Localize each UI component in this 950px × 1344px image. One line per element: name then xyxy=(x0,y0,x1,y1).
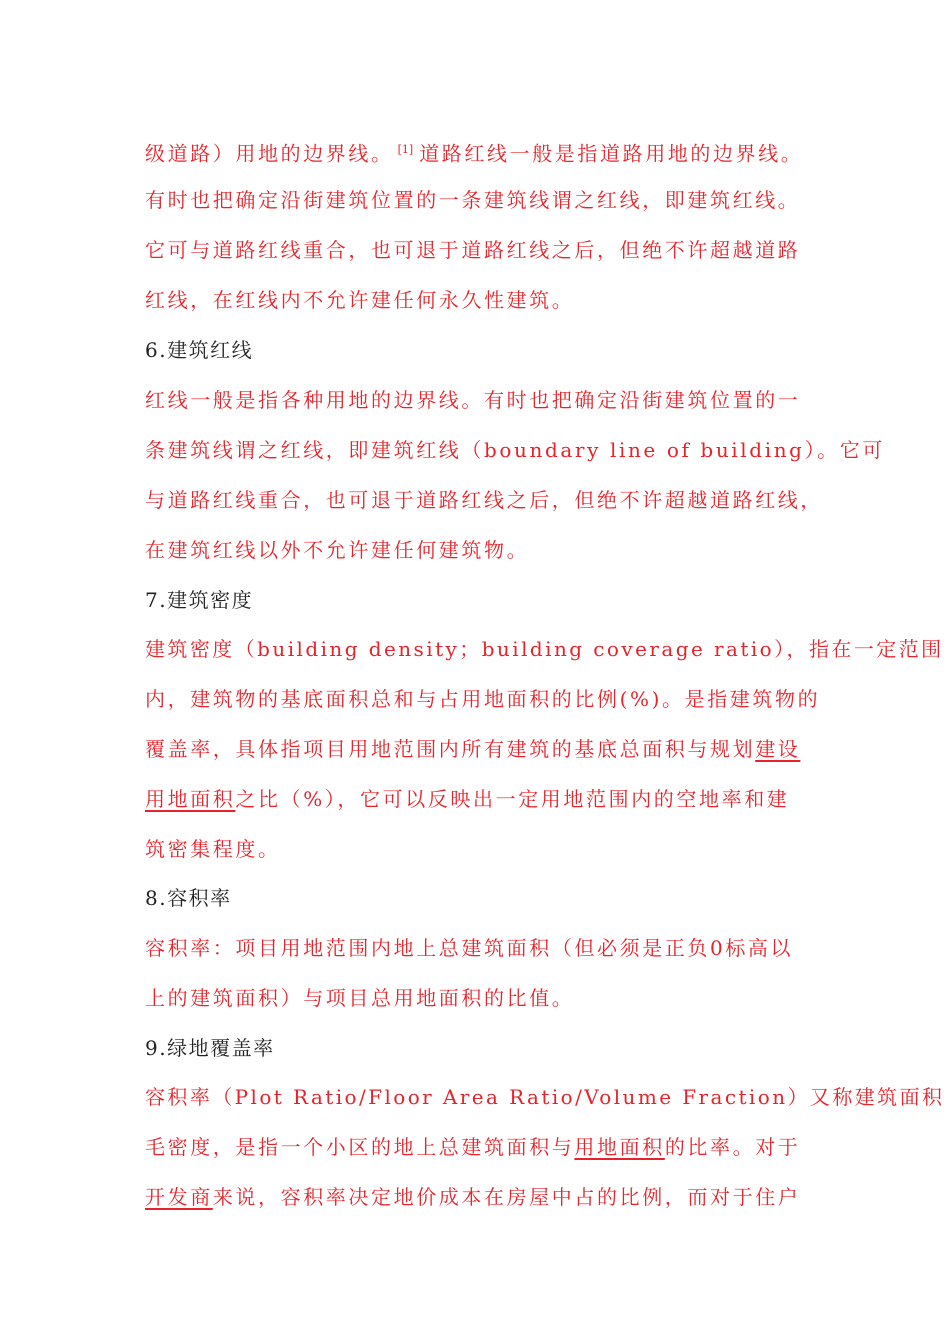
paragraph-line: 与道路红线重合，也可退于道路红线之后，但绝不许超越道路红线， xyxy=(145,488,823,512)
paragraph-line: 容积率（Plot Ratio/Floor Area Ratio/Volume Fraction）又称建筑面积 xyxy=(145,1085,945,1109)
text-run: 来说，容积率决定地价成本在房屋中占的比例，而对于住户 xyxy=(212,1185,801,1209)
paragraph-line: 在建筑红线以外不允许建任何建筑物。 xyxy=(145,538,530,562)
paragraph-line: 筑密集程度。 xyxy=(145,837,281,861)
term-link[interactable]: 开发商 xyxy=(145,1185,213,1209)
section-heading: 8.容积率 xyxy=(145,886,232,910)
paragraph-line xyxy=(145,136,803,168)
paragraph-line: 建筑密度（building density；building coverage ratio），指在一定范围 xyxy=(145,637,944,661)
section-heading: 7.建筑密度 xyxy=(145,588,254,612)
paragraph-line: 上的建筑面积）与项目总用地面积的比值。 xyxy=(145,986,575,1010)
paragraph-line: 内，建筑物的基底面积总和与占用地面积的比例(%)。是指建筑物的 xyxy=(145,687,821,711)
footnote-reference[interactable]: [1] xyxy=(397,143,414,156)
paragraph-line: 红线，在红线内不允许建任何永久性建筑。 xyxy=(145,288,575,312)
paragraph-line: 它可与道路红线重合，也可退于道路红线之后，但绝不许超越道路 xyxy=(145,238,801,262)
paragraph-line: 条建筑线谓之红线，即建筑红线（boundary line of building）。它可 xyxy=(145,438,885,462)
section-heading: 6.建筑红线 xyxy=(145,338,254,362)
paragraph-line xyxy=(145,785,789,813)
paragraph-line xyxy=(145,1133,800,1161)
text-run: 的比率。对于 xyxy=(664,1135,801,1159)
paragraph-line xyxy=(145,1183,800,1211)
text-run: 级道路）用地的边界线。 xyxy=(145,141,394,166)
paragraph-line: 容积率：项目用地范围内地上总建筑面积（但必须是正负0标高以 xyxy=(145,936,794,960)
paragraph-line: 红线一般是指各种用地的边界线。有时也把确定沿街建筑位置的一 xyxy=(145,388,801,412)
term-link[interactable]: 建设 xyxy=(755,737,801,761)
term-link[interactable]: 用地面积 xyxy=(574,1135,665,1159)
text-run: 毛密度，是指一个小区的地上总建筑面积与 xyxy=(145,1135,575,1159)
text-run: 覆盖率，具体指项目用地范围内所有建筑的基底总面积与规划 xyxy=(145,737,756,761)
paragraph-line: 有时也把确定沿街建筑位置的一条建筑线谓之红线，即建筑红线。 xyxy=(145,188,801,212)
paragraph-line xyxy=(145,735,800,763)
term-link[interactable]: 用地面积 xyxy=(145,787,236,811)
text-run: 之比（%），它可以反映出一定用地范围内的空地率和建 xyxy=(235,787,790,811)
text-run: 道路红线一般是指道路用地的边界线。 xyxy=(419,141,804,166)
section-heading: 9.绿地覆盖率 xyxy=(145,1036,275,1060)
